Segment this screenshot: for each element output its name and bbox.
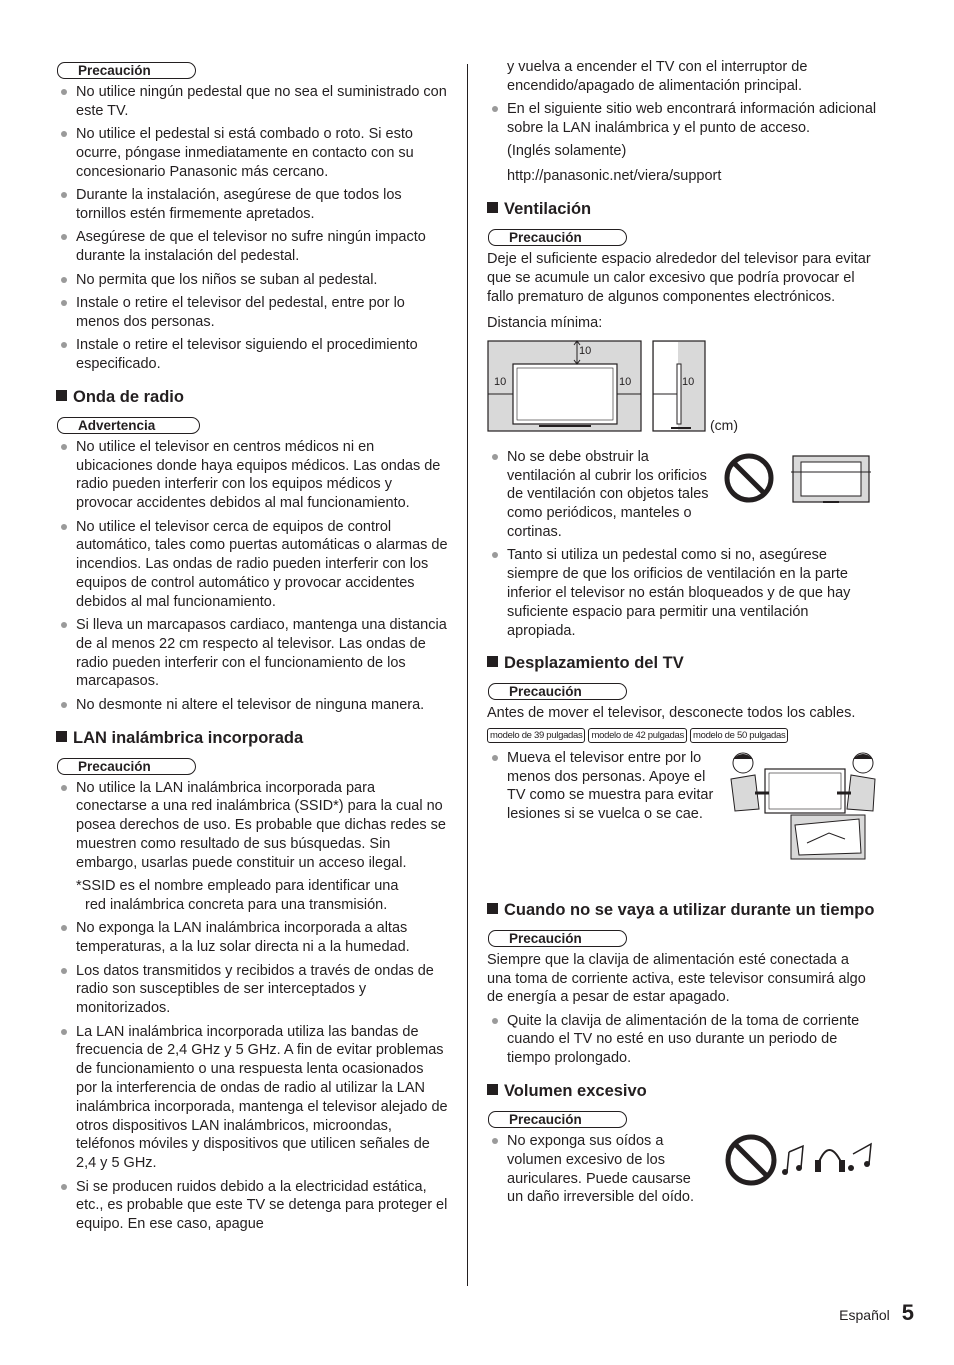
- no-loud-headphones-icon: [723, 1132, 879, 1190]
- ssid-note: *SSID es el nombre empleado para identificar una red inalámbrica concreta para una transmisión.: [76, 878, 399, 914]
- english-only-note: (Inglés solamente): [507, 143, 627, 160]
- square-bullet-icon: [487, 1084, 498, 1095]
- section-heading: Onda de radio: [56, 387, 448, 408]
- section-heading: Cuando no se vaya a utilizar durante un tiempo: [487, 900, 877, 921]
- square-bullet-icon: [487, 656, 498, 667]
- right-column: [487, 58, 877, 1212]
- list-item: Tanto si utiliza un pedestal como si no, asegúrese siempre de que los orificios de ventilación en la parte inferior el televisor no están bloqueados y de que hay suficiente espacio para permitir una ventilación apropiada.: [487, 546, 877, 640]
- section-heading: Volumen excesivo: [487, 1081, 877, 1102]
- list-item: No se debe obstruir la ventilación al cubrir los orificios de ventilación con objetos tales como periódicos, manteles o cortinas.: [487, 448, 719, 542]
- warning-badge: Advertencia: [57, 417, 200, 434]
- list-item: No utilice el pedestal si está combado o roto. Si esto ocurre, póngase inmediatamente en contacto con su concesionario Panasonic más cercano.: [56, 125, 448, 181]
- support-url: http://panasonic.net/viera/support: [507, 168, 722, 185]
- column-divider: [467, 64, 468, 1286]
- min-distance-label: Distancia mínima:: [487, 315, 603, 332]
- section-heading: Ventilación: [487, 199, 877, 220]
- vent-list-1: [487, 448, 719, 542]
- list-item: No exponga la LAN inalámbrica incorporada a altas temperaturas, a la luz solar directa ni a la humedad.: [56, 919, 448, 957]
- square-bullet-icon: [56, 390, 67, 401]
- list-item: Mueva el televisor entre por lo menos dos personas. Apoye el TV como se muestra para evitar lesiones si se vuelca o se cae.: [487, 749, 719, 824]
- left-column: [56, 56, 448, 1239]
- move-block: [487, 749, 877, 887]
- unit-label: (cm): [710, 416, 738, 433]
- list-item: En el siguiente sitio web encontrará información adicional sobre la LAN inalámbrica y el punto de acceso.: [487, 100, 877, 138]
- ventilation-obstruct-block: [487, 448, 877, 542]
- list-item: Instale o retire el televisor siguiendo el procedimiento especificado.: [56, 336, 448, 374]
- distance-top: 10: [579, 344, 592, 357]
- caution-badge: Precaución: [488, 229, 627, 246]
- list-item: No exponga sus oídos a volumen excesivo de los auriculares. Puede causarse un daño irreversible del oído.: [487, 1132, 709, 1207]
- lan-list: [56, 779, 448, 873]
- list-item: No utilice el televisor cerca de equipos de control automático, tales como puertas automáticas o alarmas de incendios. Las ondas de radio pueden interferir con los equipos de control automático y provocar accidentes debidos al mal funcionamiento.: [56, 518, 448, 612]
- caution-badge: Precaución: [488, 930, 627, 947]
- ventilation-text: Deje el suficiente espacio alrededor del televisor para evitar que se acumule un calor excesivo que podría provocar el fallo prematuro de algunos componentes electrónicos.: [487, 250, 871, 305]
- distance-left: 10: [494, 375, 507, 388]
- continued-text: y vuelva a encender el TV con el interruptor de encendido/apagado de alimentación principal.: [507, 59, 808, 94]
- list-item: Si se producen ruidos debido a la electricidad estática, etc., es probable que este TV se detenga para proteger el equipo. En ese caso, apague: [56, 1178, 448, 1234]
- lan-list-rest: [56, 919, 448, 1234]
- unused-text: Siempre que la clavija de alimentación esté conectada a una toma de corriente activa, este televisor consumirá algo de energía a pesar de estar apagado.: [487, 951, 866, 1006]
- web-list: [487, 100, 877, 138]
- model-tag: modelo de 39 pulgadas: [487, 728, 585, 743]
- radio-list: [56, 438, 448, 715]
- caution-badge: Precaución: [488, 683, 627, 700]
- list-item: Quite la clavija de alimentación de la toma de corriente cuando el TV no esté en uso durante un periodo de tiempo prolongado.: [487, 1012, 877, 1068]
- section-heading: Desplazamiento del TV: [487, 653, 877, 674]
- list-item: No utilice el televisor en centros médicos ni en ubicaciones donde haya equipos médicos. Las ondas de radio pueden interferir con los equipos médicos y provocar accidentes debidos al mal funcionamiento.: [56, 438, 448, 513]
- model-tag: modelo de 42 pulgadas: [588, 728, 686, 743]
- model-tags: [487, 728, 877, 743]
- square-bullet-icon: [487, 202, 498, 213]
- list-item: Instale o retire el televisor del pedestal, entre por lo menos dos personas.: [56, 294, 448, 332]
- list-item: Los datos transmitidos y recibidos a través de ondas de radio son susceptibles de ser interceptados y monitorizados.: [56, 962, 448, 1018]
- caution-badge: Precaución: [488, 1111, 627, 1128]
- list-item: La LAN inalámbrica incorporada utiliza las bandas de frecuencia de 2,4 GHz y 5 GHz. A fin de evitar problemas de funcionamiento o una respuesta lenta ocasionados por la interferencia de ondas de radio al utilizar la LAN inalámbrica incorporada, mantenga el televisor alejado de otros dispositivos LAN inalámbricos, microondas, teléfonos móviles y dispositivos que utilicen señales de 2,4 y 5 GHz.: [56, 1023, 448, 1173]
- volume-block: [487, 1132, 877, 1207]
- no-cover-icon: [723, 452, 875, 508]
- distance-right: 10: [619, 375, 632, 388]
- list-item: No utilice la LAN inalámbrica incorporada para conectarse a una red inalámbrica (SSID*) para la cual no posea derechos de uso. Es probable que dichas redes se muestren como resultado de sus búsquedas. Sin embargo, usarlas puede constituir un acceso ilegal.: [56, 779, 448, 873]
- model-tag: modelo de 50 pulgadas: [690, 728, 788, 743]
- square-bullet-icon: [56, 731, 67, 742]
- caution-badge: Precaución: [57, 758, 196, 775]
- two-people-carrying-icon: [729, 749, 877, 861]
- distance-side: 10: [682, 375, 695, 388]
- vent-list-2: [487, 546, 877, 640]
- list-item: No permita que los niños se suban al pedestal.: [56, 271, 448, 290]
- caution-list: [56, 83, 448, 374]
- list-item: No desmonte ni altere el televisor de ninguna manera.: [56, 696, 448, 715]
- caution-badge: Precaución: [57, 62, 196, 79]
- section-heading: LAN inalámbrica incorporada: [56, 728, 448, 749]
- volume-list: [487, 1132, 709, 1207]
- list-item: Asegúrese de que el televisor no sufre ningún impacto durante la instalación del pedestal.: [56, 228, 448, 266]
- move-text: Antes de mover el televisor, desconecte todos los cables.: [487, 705, 856, 722]
- move-list: [487, 749, 719, 824]
- list-item: Si lleva un marcapasos cardiaco, mantenga una distancia de al menos 22 cm respecto al televisor. Las ondas de radio pueden interferir con el funcionamiento de los marcapasos.: [56, 616, 448, 691]
- square-bullet-icon: [487, 903, 498, 914]
- ventilation-diagram: [487, 338, 877, 438]
- language-label: Español: [839, 1307, 890, 1323]
- list-item: Durante la instalación, asegúrese de que todos los tornillos estén firmemente apretados.: [56, 186, 448, 224]
- clearance-diagram: [487, 340, 747, 436]
- page-number: 5: [901, 1300, 914, 1325]
- list-item: No utilice ningún pedestal que no sea el suministrado con este TV.: [56, 83, 448, 121]
- page-footer: [839, 1300, 914, 1326]
- unused-list: [487, 1012, 877, 1068]
